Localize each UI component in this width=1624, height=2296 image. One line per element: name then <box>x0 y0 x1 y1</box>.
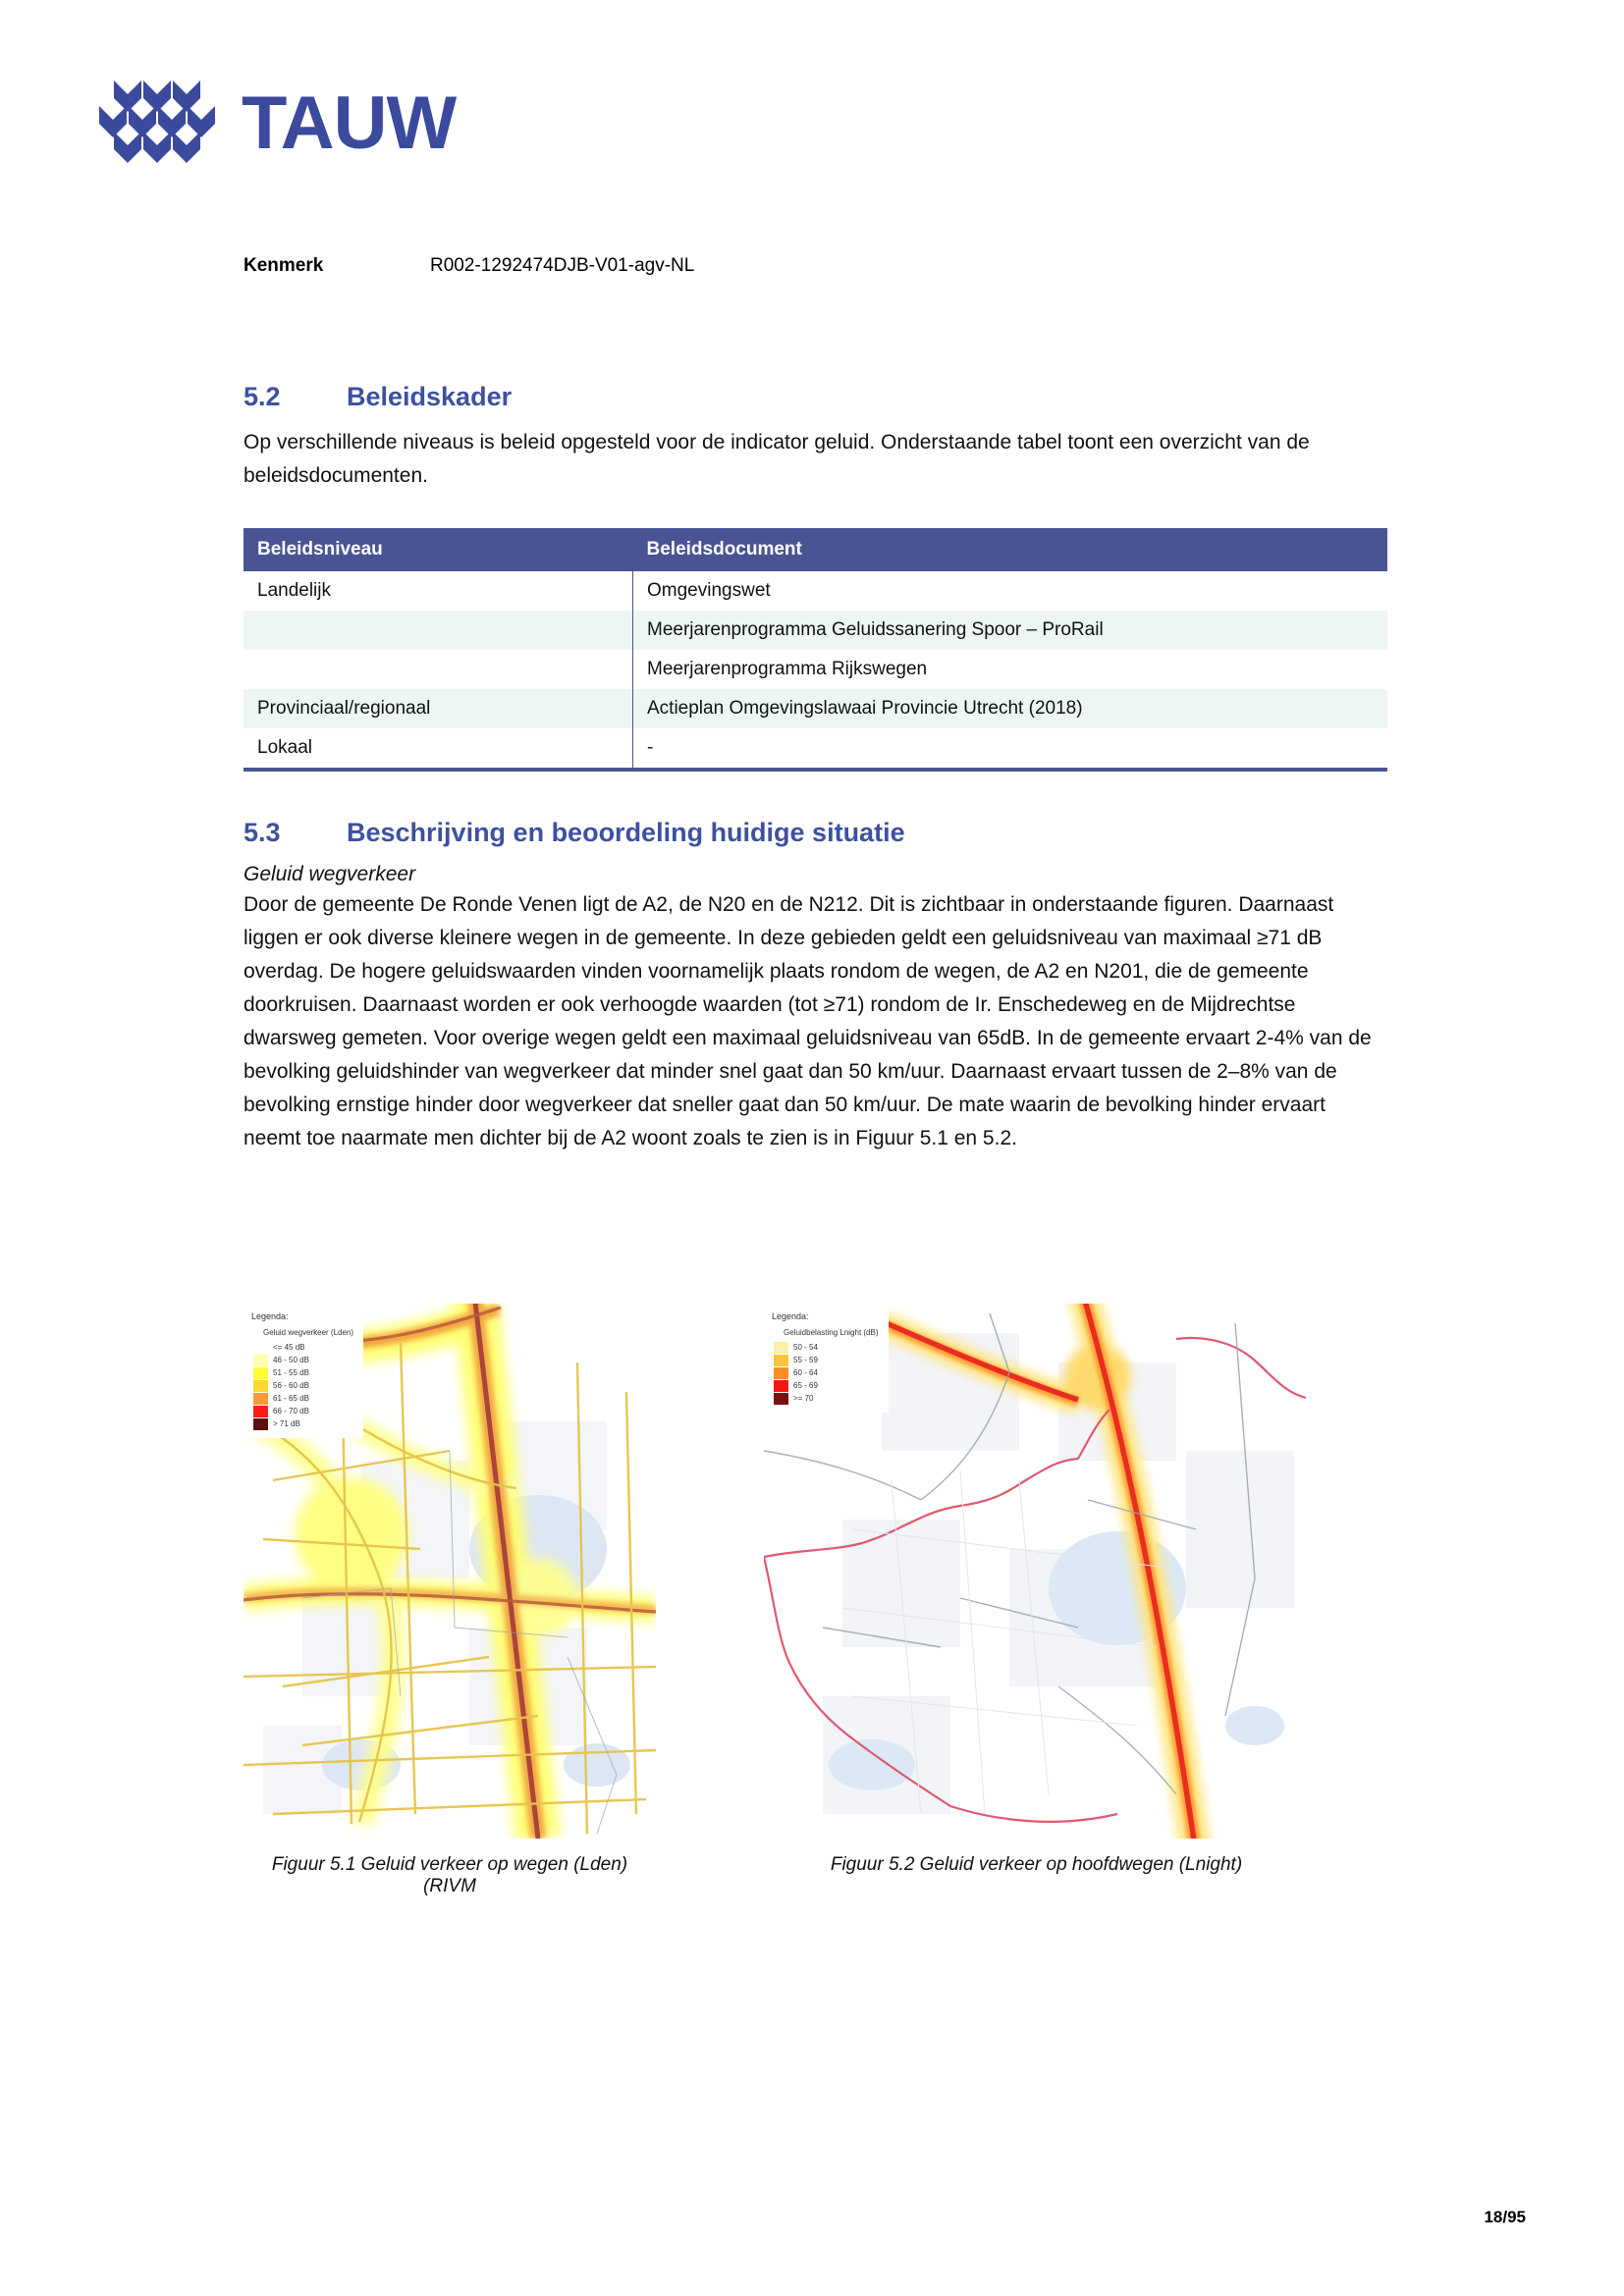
figure-row <box>244 1304 1387 1897</box>
legend-title: Legenda: <box>772 1311 809 1321</box>
figure-5-2 <box>764 1304 1309 1897</box>
table-row <box>244 611 1387 650</box>
legend-swatch-icon <box>253 1418 268 1430</box>
brand-wordmark: TAUW <box>242 81 457 165</box>
document-reference <box>244 255 694 277</box>
section-number: 5.2 <box>244 382 281 411</box>
section-title: Beschrijving en beoordeling huidige situatie <box>347 818 905 848</box>
beleidskader-table <box>244 528 1387 772</box>
legend-entry <box>774 1366 879 1379</box>
cell-beleidsdocument: - <box>633 728 1388 770</box>
column-header-beleidsdocument: Beleidsdocument <box>633 528 1388 571</box>
cell-beleidsniveau: Provinciaal/regionaal <box>244 689 633 728</box>
figure-caption-5-1: Figuur 5.1 Geluid verkeer op wegen (Lden) (RIVM <box>271 1854 628 1896</box>
legend-entry <box>253 1366 353 1379</box>
table-row <box>244 571 1387 611</box>
cell-beleidsdocument: Omgevingswet <box>633 571 1388 611</box>
tauw-logo <box>98 77 456 171</box>
legend-entry-label: <= 45 dB <box>273 1342 305 1352</box>
legend-entry <box>774 1354 879 1366</box>
legend-swatch-icon <box>253 1355 268 1366</box>
table-body <box>244 571 1387 770</box>
column-header-beleidsniveau: Beleidsniveau <box>244 528 633 571</box>
legend-lnight <box>764 1304 889 1413</box>
table-head <box>244 528 1387 571</box>
legend-entry <box>253 1405 353 1417</box>
legend-swatch-icon <box>253 1380 268 1392</box>
cell-beleidsniveau <box>244 611 633 650</box>
legend-entry <box>774 1379 879 1392</box>
legend-subtitle: Geluid wegverkeer (Lden) <box>263 1328 354 1338</box>
kenmerk-value: R002-1292474DJB-V01-agv-NL <box>430 255 695 276</box>
legend-swatch-icon <box>253 1342 268 1354</box>
legend-entry <box>253 1392 353 1405</box>
legend-title: Legenda: <box>251 1311 289 1321</box>
cell-beleidsdocument: Actieplan Omgevingslawaai Provincie Utrecht (2018) <box>633 689 1388 728</box>
legend-swatch-icon <box>253 1367 268 1379</box>
cell-beleidsdocument: Meerjarenprogramma Rijkswegen <box>633 650 1388 689</box>
cell-beleidsniveau: Landelijk <box>244 571 633 611</box>
legend-swatch-icon <box>774 1380 788 1392</box>
cell-beleidsdocument: Meerjarenprogramma Geluidssanering Spoor – ProRail <box>633 611 1388 650</box>
table-row <box>244 728 1387 770</box>
legend-entry-label: 65 - 69 <box>793 1380 818 1390</box>
legend-entry-label: 46 - 50 dB <box>273 1355 309 1364</box>
legend-swatch-icon <box>774 1367 788 1379</box>
section-title: Beleidskader <box>347 382 513 411</box>
legend-entry <box>774 1341 879 1354</box>
legend-entry-label: >= 70 <box>793 1393 814 1403</box>
tauw-chevron-logo-icon <box>98 77 224 171</box>
legend-swatch-icon <box>253 1406 268 1417</box>
legend-entry-label: 66 - 70 dB <box>273 1406 309 1415</box>
section-5-2-intro: Op verschillende niveaus is beleid opgesteld voor de indicator geluid. Onderstaande tabel toont een overzicht van de beleidsdocumenten. <box>244 431 1310 488</box>
section-5-3-body: Door de gemeente De Ronde Venen ligt de A2, de N20 en de N212. Dit is zichtbaar in onderstaande figuren. Daarnaast liggen er ook diverse kleinere wegen in de gemeente. In deze gebieden geldt een geluidsniveau van maximaal ≥71 dB overdag. De hogere geluidswaarden vinden voornamelijk plaats rondom de wegen, de A2 en N201, die de gemeente doorkruisen. Daarnaast worden er ook verhoogde waarden (tot ≥71) rondom de Ir. Enschedeweg en de Mijdrechtse dwarsweg gemeten. Voor overige wegen geldt een maximaal geluidsniveau van 65dB. In de gemeente ervaart 2-4% van de bevolking geluidshinder van wegverkeer dat minder snel gaat dan 50 km/uur. Daarnaast ervaart tussen de 2–8% van de bevolking ernstige hinder door wegverkeer dat sneller gaat dan 50 km/uur. De mate waarin de bevolking hinder ervaart neemt toe naarmate men dichter bij de A2 woont zoals te zien is in Figuur 5.1 en 5.2. <box>244 892 1372 1149</box>
legend-swatch-icon <box>774 1342 788 1354</box>
section-heading-5-2 <box>244 381 1387 412</box>
legend-subtitle: Geluidbelasting Lnight (dB) <box>784 1328 879 1338</box>
cell-beleidsniveau <box>244 650 633 689</box>
section-heading-5-3 <box>244 817 1387 848</box>
legend-entry-label: 56 - 60 dB <box>273 1380 309 1390</box>
legend-entry <box>253 1354 353 1366</box>
figure-caption-5-2: Figuur 5.2 Geluid verkeer op hoofdwegen (Lnight) <box>830 1854 1243 1875</box>
content-column <box>244 381 1387 1155</box>
table-row <box>244 689 1387 728</box>
map-image-lden <box>244 1304 656 1839</box>
page-number: 18/95 <box>1484 2208 1526 2226</box>
legend-entry <box>774 1392 879 1405</box>
legend-entry-label: 61 - 65 dB <box>273 1393 309 1403</box>
legend-entry-label: 55 - 59 <box>793 1355 818 1364</box>
legend-entry-label: 51 - 55 dB <box>273 1367 309 1377</box>
legend-entry-label: > 71 dB <box>273 1418 300 1428</box>
table-header-row <box>244 528 1387 571</box>
map-image-lnight <box>764 1304 1309 1839</box>
cell-beleidsniveau: Lokaal <box>244 728 633 770</box>
kenmerk-label: Kenmerk <box>244 255 324 276</box>
legend-swatch-icon <box>774 1355 788 1366</box>
figure-5-1 <box>244 1304 656 1897</box>
legend-swatch-icon <box>253 1393 268 1405</box>
legend-entry <box>253 1341 353 1354</box>
legend-entry <box>253 1379 353 1392</box>
legend-entry-label: 60 - 64 <box>793 1367 818 1377</box>
subsection-title-geluid-wegverkeer: Geluid wegverkeer <box>244 862 416 885</box>
section-number: 5.3 <box>244 818 281 848</box>
legend-lden <box>244 1304 363 1438</box>
table-row <box>244 650 1387 689</box>
legend-entry-label: 50 - 54 <box>793 1342 818 1352</box>
legend-swatch-icon <box>774 1393 788 1405</box>
legend-entry <box>253 1417 353 1430</box>
